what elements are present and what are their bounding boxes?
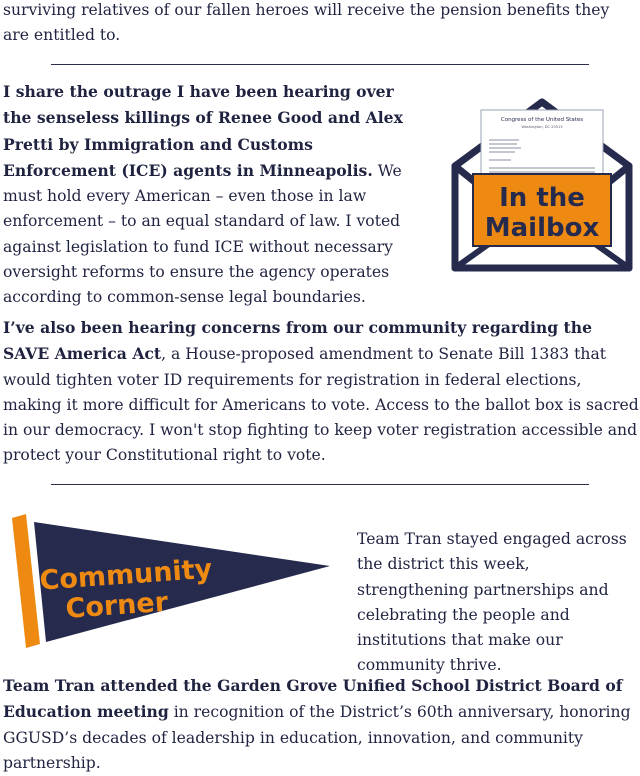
save-bold-text: I’ve also been hearing concerns from our community regarding the SAVE America Act [3, 318, 593, 364]
intro-paragraph [3, 0, 637, 49]
ice-paragraph [3, 79, 423, 311]
intro-text: surviving relatives of our fallen heroes will receive the pension benefits they are entitled to. [3, 1, 610, 45]
section-divider [51, 484, 589, 485]
save-act-paragraph [3, 315, 640, 469]
pennant-line1: Community [38, 553, 214, 597]
ggusd-body-text: in recognition of the District’s 60th anniversary, honoring GGUSD’s decades of leadership in education, innovation, and community partnership. [3, 703, 631, 772]
ggusd-paragraph [3, 673, 637, 776]
mailbox-label-line1: In the [499, 183, 585, 213]
ice-body-text: We must hold every American – even those in law enforcement – to an equal standard of law. I voted against legislation to fund ICE without necessary oversight reforms to ensure the agency operates according to common-sense legal boundaries. [3, 161, 402, 307]
community-corner-pennant [0, 500, 345, 650]
letter-heading: Congress of the United States [500, 117, 584, 123]
section-divider [51, 64, 589, 65]
mailbox-label-line2: Mailbox [484, 213, 600, 243]
letter-subheading: Washington, DC 20515 [521, 125, 563, 129]
pennant-line2: Corner [64, 586, 169, 625]
community-text: Team Tran stayed engaged across the district this week, strengthening partnerships and celebrating the people and institutions that make our community thrive. [357, 530, 627, 675]
community-text-block [357, 527, 640, 679]
ggusd-bold-text: Team Tran attended the Garden Grove Unified School District Board of Education meeting [3, 676, 623, 722]
in-the-mailbox-graphic [447, 96, 637, 272]
ice-bold-text: I share the outrage I have been hearing over the senseless killings of Renee Good and Alex Pretti by Immigration and Customs Enforcement (ICE) agents in Minneapolis. [3, 82, 403, 180]
save-body-text: , a House-proposed amendment to Senate Bill 1383 that would tighten voter ID requirements for registration in federal elections, making it more difficult for Americans to vote. Access to the ballot box is sacred in our democracy. I won't stop fighting to keep voter registration accessible and protect your Constitutional right to vote. [3, 345, 639, 465]
